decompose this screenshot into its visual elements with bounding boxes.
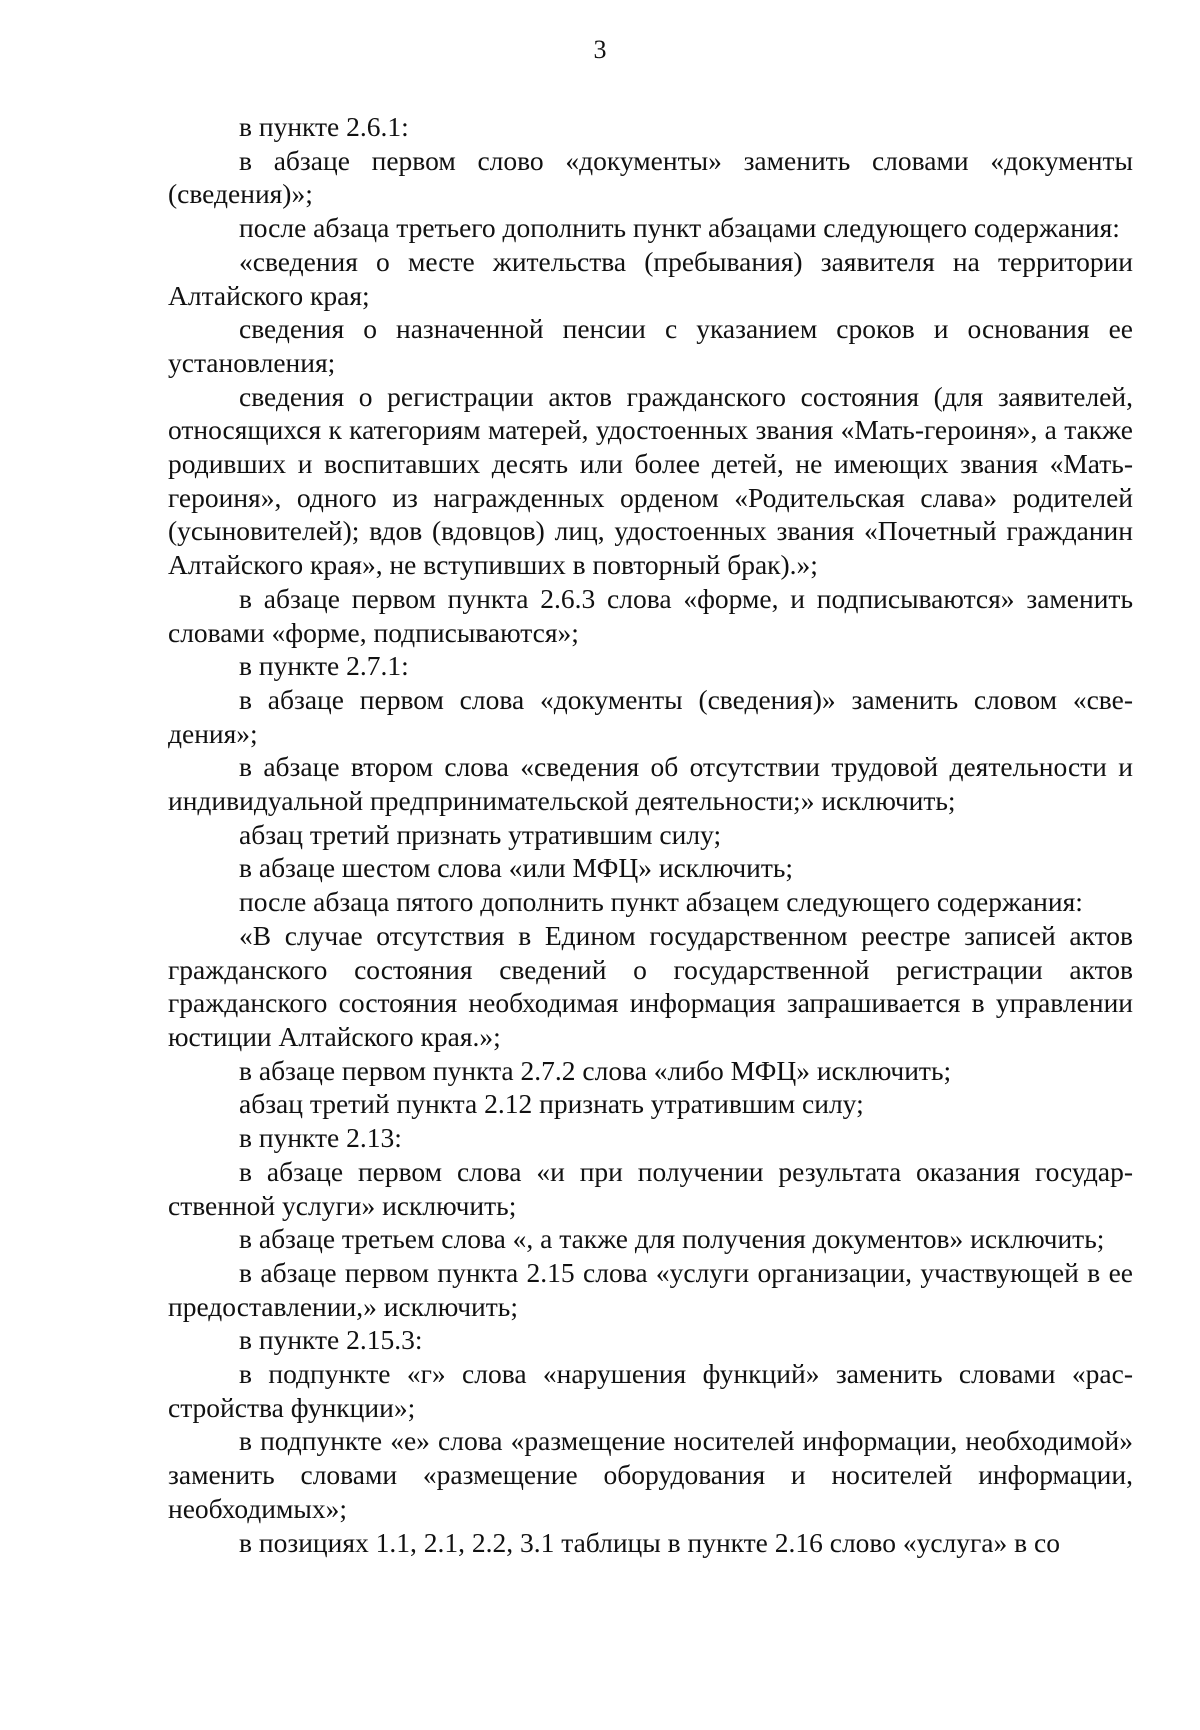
paragraph-23: в подпункте «е» слова «размещение носителей информации, необходимой» заменить словами «размещение оборудования и носителей информации, необходимых»; bbox=[168, 1425, 1133, 1524]
paragraph-2: в абзаце первом слово «документы» заменить словами «документы (сведения)»; bbox=[168, 144, 1133, 210]
paragraph-1: в пункте 2.6.1: bbox=[239, 111, 409, 142]
paragraph-7: в абзаце первом пункта 2.6.3 слова «форме, и подписываются» заменить словами «форме, подписываются»; bbox=[168, 582, 1133, 648]
paragraph-19: в абзаце третьем слова «, а также для получения документов» исключить; bbox=[239, 1223, 1105, 1255]
paragraph-13: после абзаца пятого дополнить пункт абзацем следующего содержания: bbox=[239, 886, 1083, 918]
paragraph-11: абзац третий признать утратившим силу; bbox=[239, 818, 722, 850]
document-body bbox=[168, 110, 1133, 1559]
paragraph-24: в позициях 1.1, 2.1, 2.2, 3.1 таблицы в пункте 2.16 слово «услуга» в со bbox=[239, 1526, 1060, 1558]
paragraph-15: в абзаце первом пункта 2.7.2 слова «либо МФЦ» исключить; bbox=[239, 1054, 952, 1086]
paragraph-17: в пункте 2.13: bbox=[239, 1122, 402, 1154]
paragraph-5: сведения о назначенной пенсии с указанием сроков и основания ее установления; bbox=[168, 313, 1133, 378]
paragraph-22: в подпункте «г» слова «нарушения функций» заменить словами «расстройства функции»; bbox=[168, 1358, 1133, 1423]
paragraph-16: абзац третий пункта 2.12 признать утратившим силу; bbox=[239, 1088, 864, 1120]
paragraph-8: в пункте 2.7.1: bbox=[239, 650, 409, 682]
paragraph-3: после абзаца третьего дополнить пункт абзацами следующего содержания: bbox=[239, 212, 1120, 244]
paragraph-18: в абзаце первом слова «и при получении результата оказания государственной услуги» исключить; bbox=[168, 1155, 1133, 1221]
page-number: 3 bbox=[593, 35, 607, 64]
paragraph-9: в абзаце первом слова «документы (сведения)» заменить словом «сведения»; bbox=[168, 683, 1133, 749]
paragraph-4: «сведения о месте жительства (пребывания) заявителя на территории Алтайского края; bbox=[168, 245, 1133, 311]
paragraph-12: в абзаце шестом слова «или МФЦ» исключить; bbox=[239, 852, 794, 884]
paragraph-21: в пункте 2.15.3: bbox=[239, 1324, 423, 1356]
paragraph-10: в абзаце втором слова «сведения об отсутствии трудовой деятельности и индивидуальной предпринимательской деятельности;» исключить; bbox=[168, 751, 1133, 817]
paragraph-6: сведения о регистрации актов гражданского состояния (для заявителей, относящихся к категориям матерей, удостоенных звания «Мать-героиня», а также родивших и воспитавших десять или более детей, не имеющих звания «Мать-героиня», одного из награжденных орденом «Родительская слава» родителей (усыновителей); вдов (вдовцов) лиц, удостоенных звания «Почетный гражданин Алтайского края», не вступивших в повторный брак).»; bbox=[168, 380, 1133, 581]
paragraph-20: в абзаце первом пункта 2.15 слова «услуги организации, участвующей в ее предоставлении,» исключить; bbox=[168, 1256, 1133, 1322]
paragraph-14: «В случае отсутствия в Едином государственном реестре записей актов гражданского состояния сведений о государственной регистрации актов гражданского состояния необходимая информация запрашивается в управлении юстиции Алтайского края.»; bbox=[168, 919, 1133, 1052]
